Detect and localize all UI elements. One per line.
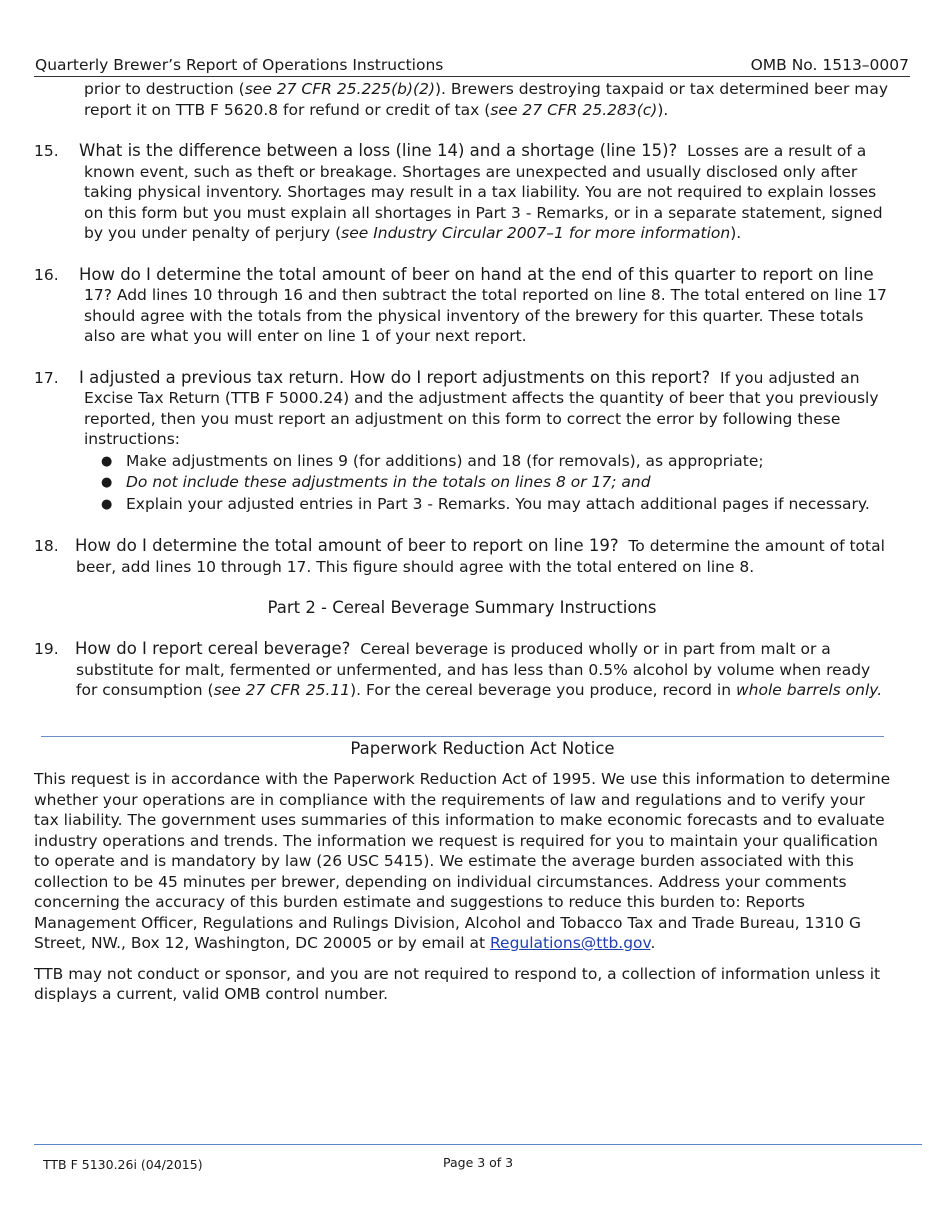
item-question: I adjusted a previous tax return. How do I report adjustments on this report? — [79, 367, 711, 387]
header-title: Quarterly Brewer’s Report of Operations Instructions — [35, 56, 444, 74]
item-question: How do I report cereal beverage? — [75, 639, 351, 658]
footer-divider — [34, 1144, 922, 1145]
bullet-icon: ● — [101, 475, 113, 490]
cfr-reference: see 27 CFR 25.225(b)(2) — [244, 80, 435, 98]
instruction-item-17: 17. I adjusted a previous tax return. How do I report adjustments on this report? If you adjusted an Excise Tax Return (TTB F 5000.24) and the adjustment affects the quantity of beer that you previously reported, then you must report an adjustment on this form to correct the error by following these instructions: ● Make adjustments on lines 9 (for additions) and 18 (for removals), as appropriate; ● Do not include these adjustments in the totals on lines 8 or 17; and ● Explain your adjusted entries in Part 3 - Remarks. You may attach additional pages if necessary. — [34, 368, 890, 516]
item-question: What is the difference between a loss (line 14) and a shortage (line 15)? — [79, 141, 678, 160]
section-divider — [41, 736, 884, 737]
list-item: ● Make adjustments on lines 9 (for additions) and 18 (for removals), as appropriate; — [126, 451, 890, 473]
pra-title: Paperwork Reduction Act Notice — [350, 739, 615, 758]
paperwork-reduction-notice — [34, 769, 894, 1015]
item-question: How do I determine the total amount of beer to report on line 19? — [75, 536, 619, 555]
continuation-paragraph: prior to destruction (see 27 CFR 25.225(b)(2)). Brewers destroying taxpaid or tax determined beer may report it on TTB F 5620.8 for refund or credit of tax (see 27 CFR 25.283(c)). — [84, 80, 889, 119]
pra-paragraph: This request is in accordance with the Paperwork Reduction Act of 1995. We use this information to determine whether your operations are in compliance with the requirements of law and regulations and to verify your tax liability. The government uses summaries of this information to make economic forecasts and to evaluate industry operations and trends. The information we request is required for you to maintain your qualification to operate and is mandatory by law (26 USC 5415). We estimate the average burden associated with this collection to be 45 minutes per brewer, depending on individual circumstances. Address your comments concerning the accuracy of this burden estimate and suggestions to reduce this burden to: Reports Management Officer, Regulations and Rulings Division, Alcohol and Tobacco Tax and Trade Bureau, 1310 G Street, NW., Box 12, Washington, DC 20005 or by email at Regulations@ttb.gov. — [34, 770, 891, 952]
form-number: TTB F 5130.26i (04/2015) — [43, 1157, 203, 1172]
cfr-reference: see 27 CFR 25.11 — [213, 681, 351, 699]
item-number: 16. — [34, 265, 59, 284]
list-item: ● Explain your adjusted entries in Part 3 - Remarks. You may attach additional pages if necessary. — [126, 494, 890, 516]
item-body: substitute for malt, fermented or unfermented, and has less than 0.5% alcohol by volume when ready for consumption (see 27 CFR 25.11). For the cereal beverage you produce, record in whole barrels only. — [76, 660, 883, 699]
item-body: Excise Tax Return (TTB F 5000.24) and the adjustment affects the quantity of beer that you previously reported, then you must report an adjustment on this form to correct the error by following these instructions: — [84, 389, 879, 448]
item-body: known event, such as theft or breakage. Shortages are unexpected and usually disclosed only after taking physical inventory. Shortages may result in a tax liability. You are not required to explain losses on this form but you must explain all shortages in Part 3 - Remarks, or in a separate statement, signed by you under penalty of perjury (see Industry Circular 2007–1 for more information). — [84, 162, 883, 242]
page-header — [34, 55, 910, 77]
instruction-item-15: 15. What is the difference between a loss (line 14) and a shortage (line 15)? Losses are a result of a known event, such as theft or breakage. Shortages are unexpected and usually disclosed only after taking physical inventory. Shortages may result in a tax liability. You are not required to explain losses on this form but you must explain all shortages in Part 3 - Remarks, or in a separate statement, signed by you under penalty of perjury (see Industry Circular 2007–1 for more information). — [34, 141, 890, 244]
list-item: ● Do not include these adjustments in the totals on lines 8 or 17; and — [126, 472, 890, 494]
circular-reference: see Industry Circular 2007–1 for more information — [341, 224, 731, 242]
omb-number: OMB No. 1513–0007 — [750, 56, 909, 74]
adjustment-steps-list — [34, 451, 890, 516]
item-number: 15. — [34, 142, 59, 160]
item-body: 17? Add lines 10 through 16 and then subtract the total reported on line 8. The total entered on line 17 should agree with the totals from the physical inventory of the brewery for this quarter. These totals also are what you will enter on line 1 of your next report. — [84, 286, 887, 345]
bullet-icon: ● — [101, 496, 113, 512]
item-number: 18. — [34, 537, 59, 555]
bullet-icon: ● — [101, 453, 113, 469]
item-number: 17. — [34, 368, 59, 387]
page-number: Page 3 of 3 — [443, 1155, 514, 1170]
item-number: 19. — [34, 640, 59, 658]
email-link[interactable]: Regulations@ttb.gov — [489, 934, 651, 952]
cfr-reference: see 27 CFR 25.283(c) — [490, 100, 658, 119]
item-question: How do I determine the total amount of beer on hand at the end of this quarter to report on line — [79, 264, 874, 284]
part2-title: Part 2 - Cereal Beverage Summary Instructions — [267, 598, 657, 617]
instructions-content — [34, 79, 890, 701]
emphasis-text: whole barrels only. — [735, 681, 883, 699]
instruction-item-18: 18. How do I determine the total amount of beer to report on line 19? To determine the amount of total beer, add lines 10 through 17. This figure should agree with the total entered on line 8. — [34, 536, 890, 577]
item-body: beer, add lines 10 through 17. This figure should agree with the total entered on line 8. — [76, 557, 755, 576]
instruction-item-19: 19. How do I report cereal beverage? Cereal beverage is produced wholly or in part from malt or a substitute for malt, fermented or unfermented, and has less than 0.5% alcohol by volume when ready for consumption (see 27 CFR 25.11). For the cereal beverage you produce, record in whole barrels only. — [34, 639, 890, 701]
instruction-item-16 — [34, 265, 890, 347]
pra-paragraph: TTB may not conduct or sponsor, and you are not required to respond to, a collection of information unless it displays a current, valid OMB control number. — [34, 964, 881, 1003]
